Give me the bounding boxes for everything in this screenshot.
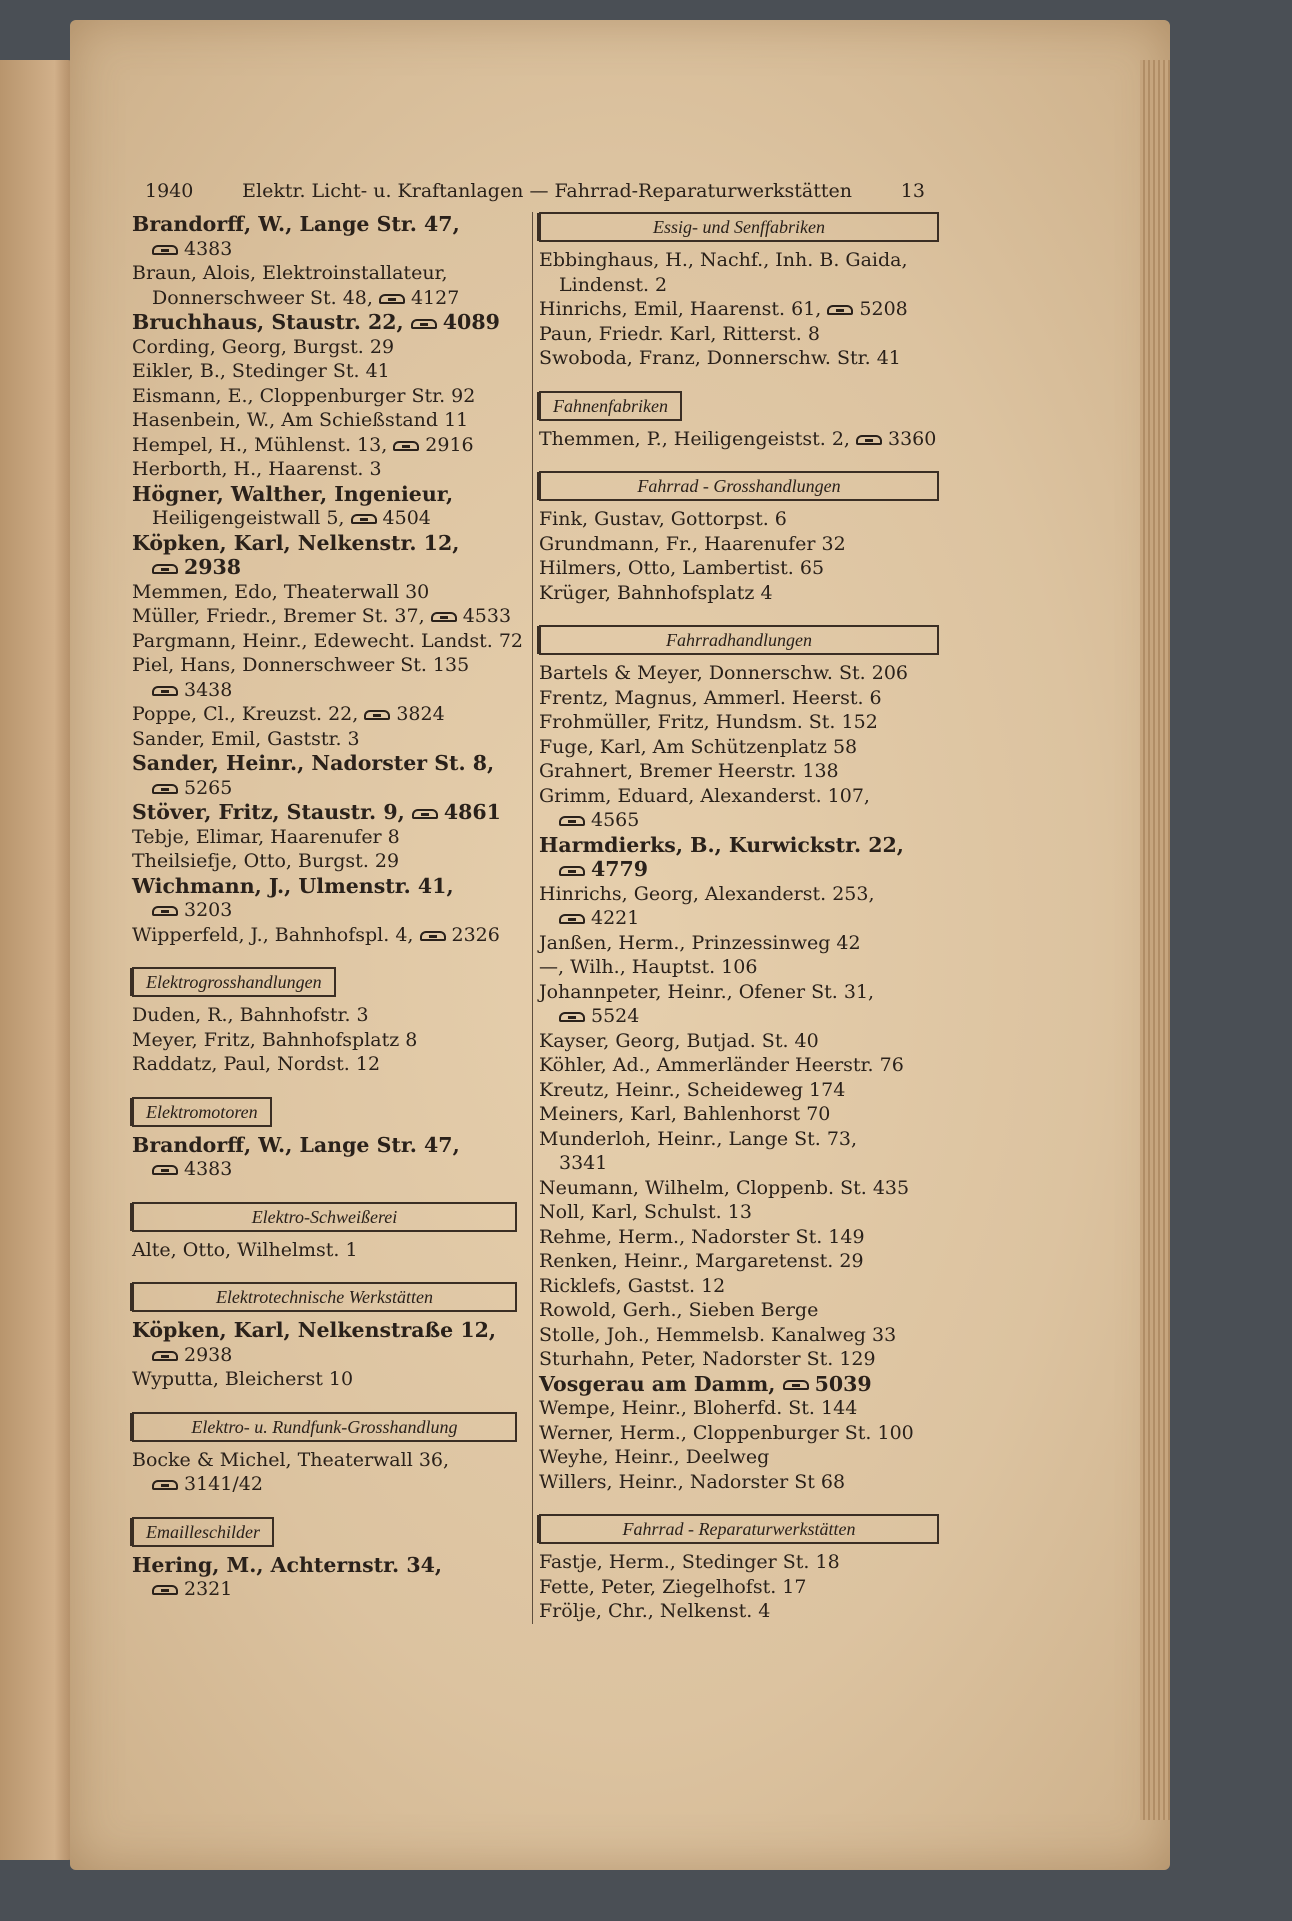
directory-entry xyxy=(539,1396,939,1421)
directory-entry xyxy=(539,1200,939,1225)
directory-entry xyxy=(539,1323,939,1348)
right-column xyxy=(532,212,939,1624)
telephone-icon xyxy=(783,1380,809,1390)
telephone-icon xyxy=(393,441,419,451)
telephone-icon xyxy=(411,319,437,329)
entry-text: Köpken, Karl, Nelkenstr. 12, xyxy=(132,530,460,555)
entry-text: 4383 xyxy=(184,237,233,260)
directory-entry xyxy=(539,1372,939,1397)
entry-text: Grimm, Eduard, Alexanderst. 107, xyxy=(539,784,870,807)
entry-text: Lindenst. 2 xyxy=(559,273,668,296)
entry-text: Grahnert, Bremer Heerstr. 138 xyxy=(539,760,839,782)
entry-text: Stöver, Fritz, Staustr. 9, xyxy=(132,800,405,824)
entry-text: Hinrichs, Georg, Alexanderst. 253, xyxy=(539,882,875,905)
phone-number: 2326 xyxy=(451,923,500,946)
directory-entry xyxy=(539,1575,939,1600)
directory-entry xyxy=(132,678,517,703)
section-heading-text: Fahnenfabriken xyxy=(553,395,668,416)
directory-entry xyxy=(539,882,939,907)
telephone-icon xyxy=(559,1012,585,1022)
entry-text: Alte, Otto, Wilhelmst. 1 xyxy=(132,1238,358,1261)
entry-text: Eismann, E., Cloppenburger Str. 92 xyxy=(132,384,476,407)
phone-number: 2916 xyxy=(425,433,474,456)
directory-entry xyxy=(132,1577,517,1602)
entry-text: Fastje, Herm., Stedinger St. 18 xyxy=(539,1551,840,1573)
telephone-icon xyxy=(379,294,405,304)
entry-text: Sander, Emil, Gaststr. 3 xyxy=(132,727,360,750)
entry-text: Köpken, Karl, Nelkenstraße 12, xyxy=(132,1318,496,1342)
directory-entry xyxy=(539,1347,939,1372)
entry-text: Tebje, Elimar, Haarenufer 8 xyxy=(132,825,400,848)
directory-entry xyxy=(132,1052,517,1077)
entry-text: Harmdierks, B., Kurwickstr. 22, xyxy=(539,832,904,857)
directory-entry xyxy=(539,661,939,686)
directory-entry xyxy=(539,808,939,833)
entry-text: Frölje, Chr., Nelkenst. 4 xyxy=(539,1600,771,1622)
entry-text: —, Wilh., Hauptst. 106 xyxy=(539,956,758,978)
directory-entry xyxy=(132,261,517,286)
directory-entry xyxy=(132,1472,517,1497)
entry-text: Poppe, Cl., Kreuzst. 22, xyxy=(132,703,359,725)
section-heading xyxy=(539,1514,939,1544)
entry-text: Pargmann, Heinr., Edewecht. Landst. 72 xyxy=(132,629,524,652)
directory-entry xyxy=(539,784,939,809)
telephone-icon xyxy=(152,1585,178,1595)
entry-text: Müller, Friedr., Bremer St. 37, xyxy=(132,605,425,627)
telephone-icon xyxy=(856,435,882,445)
telephone-icon xyxy=(152,784,178,794)
section-heading xyxy=(132,1517,274,1547)
entry-text: Fuge, Karl, Am Schützenplatz 58 xyxy=(539,735,858,758)
entry-text: Stolle, Joh., Hemmelsb. Kanalweg 33 xyxy=(539,1323,897,1346)
directory-entry xyxy=(539,1274,939,1299)
entry-text: Hinrichs, Emil, Haarenst. 61, xyxy=(539,298,822,320)
entry-text: Hempel, H., Mühlenst. 13, xyxy=(132,433,388,456)
phone-number: 5039 xyxy=(814,1371,872,1396)
directory-entry xyxy=(539,906,939,931)
directory-entry xyxy=(539,297,939,322)
entry-text: Duden, R., Bahnhofstr. 3 xyxy=(132,1004,369,1026)
entry-text: 3141/42 xyxy=(184,1473,263,1495)
entry-text: Theilsiefje, Otto, Burgst. 29 xyxy=(132,850,400,872)
section-heading xyxy=(132,1282,517,1312)
section-heading xyxy=(539,625,939,655)
entry-text: Neumann, Wilhelm, Cloppenb. St. 435 xyxy=(539,1176,910,1199)
entry-text: Köhler, Ad., Ammerländer Heerstr. 76 xyxy=(539,1054,904,1076)
entry-text: Willers, Heinr., Nadorster St 68 xyxy=(539,1470,846,1493)
section-heading-text: Fahrrad - Grosshandlungen xyxy=(637,476,841,496)
telephone-icon xyxy=(559,866,585,876)
directory-entry xyxy=(539,1421,939,1446)
directory-entry xyxy=(539,581,939,606)
entry-text: Wyputta, Bleicherst 10 xyxy=(132,1368,354,1390)
entry-text: Wichmann, J., Ulmenstr. 41, xyxy=(132,873,454,898)
section-heading xyxy=(132,967,336,997)
telephone-icon xyxy=(559,816,585,826)
directory-entry xyxy=(539,1599,939,1624)
section-heading-text: Elektrogrosshandlungen xyxy=(146,972,322,992)
directory-entry xyxy=(132,923,517,948)
telephone-icon xyxy=(152,245,178,255)
directory-entry xyxy=(132,825,517,850)
directory-entry xyxy=(539,710,939,735)
directory-entry xyxy=(539,507,939,532)
page-header xyxy=(145,180,925,202)
entry-text: Johannpeter, Heinr., Ofener St. 31, xyxy=(539,980,875,1003)
directory-entry xyxy=(539,1298,939,1323)
phone-number: 4861 xyxy=(443,800,501,824)
telephone-icon xyxy=(152,906,178,916)
page-stack-edge xyxy=(1140,60,1170,1820)
entry-text: Weyhe, Heinr., Deelweg xyxy=(539,1446,770,1468)
entry-text: Braun, Alois, Elektroinstallateur, xyxy=(132,262,448,284)
section-heading xyxy=(539,471,939,501)
entry-text: Brandorff, W., Lange Str. 47, xyxy=(132,1132,460,1157)
directory-entry xyxy=(539,532,939,557)
directory-entry xyxy=(132,1448,517,1473)
entry-text: Högner, Walther, Ingenieur, xyxy=(132,481,454,506)
telephone-icon xyxy=(152,1480,178,1490)
phone-number: 4504 xyxy=(382,507,431,529)
entry-text: Frohmüller, Fritz, Hundsm. St. 152 xyxy=(539,711,878,733)
directory-entry xyxy=(539,273,939,298)
directory-entry xyxy=(132,1238,517,1263)
entry-text: Bruchhaus, Staustr. 22, xyxy=(132,310,404,334)
section-heading-text: Fahrrad - Reparaturwerkstätten xyxy=(622,1519,856,1539)
section-heading-text: Elektromotoren xyxy=(146,1101,258,1122)
phone-number: 4089 xyxy=(442,310,500,334)
directory-entry xyxy=(132,531,517,556)
left-page-edge xyxy=(0,60,78,1860)
entry-text: 3438 xyxy=(184,678,233,701)
entry-text: 5524 xyxy=(591,1005,640,1027)
phone-number: 4533 xyxy=(462,605,512,627)
directory-entry xyxy=(539,248,939,273)
entry-text: 3203 xyxy=(184,899,233,921)
telephone-icon xyxy=(152,686,178,696)
entry-text: Themmen, P., Heiligengeistst. 2, xyxy=(539,427,850,450)
directory-entry xyxy=(539,931,939,956)
phone-number: 5208 xyxy=(859,298,908,320)
directory-entry xyxy=(132,384,517,409)
directory-entry xyxy=(132,751,517,776)
directory-entry xyxy=(132,653,517,678)
directory-entry xyxy=(539,427,939,452)
entry-text: Ebbinghaus, H., Nachf., Inh. B. Gaida, xyxy=(539,249,908,271)
entry-text: 3341 xyxy=(559,1152,608,1174)
entry-text: Memmen, Edo, Theaterwall 30 xyxy=(132,580,430,603)
directory-entry xyxy=(132,555,517,580)
directory-entry xyxy=(539,322,939,347)
telephone-icon xyxy=(827,305,853,315)
directory-entry xyxy=(539,980,939,1005)
entry-text: Werner, Herm., Cloppenburger St. 100 xyxy=(539,1421,914,1444)
directory-entry xyxy=(132,433,517,458)
section-heading xyxy=(132,1412,517,1442)
directory-entry xyxy=(539,1225,939,1250)
directory-entry xyxy=(539,686,939,711)
directory-entry xyxy=(132,800,517,825)
entry-text: 5265 xyxy=(184,776,233,799)
directory-entry xyxy=(132,776,517,801)
directory-entry xyxy=(539,955,939,980)
entry-text: Eikler, B., Stedinger St. 41 xyxy=(132,360,390,382)
section-heading-text: Essig- und Senffabriken xyxy=(653,217,825,237)
directory-entry xyxy=(132,212,517,237)
section-heading-text: Elektro- u. Rundfunk-Grosshandlung xyxy=(191,1416,458,1437)
directory-entry xyxy=(132,604,517,629)
page-number: 13 xyxy=(900,180,925,202)
entry-text: Raddatz, Paul, Nordst. 12 xyxy=(132,1053,381,1075)
entry-text: Paun, Friedr. Karl, Ritterst. 8 xyxy=(539,322,820,345)
entry-text: Fink, Gustav, Gottorpst. 6 xyxy=(539,508,787,530)
entry-text: Bocke & Michel, Theaterwall 36, xyxy=(132,1448,450,1471)
entry-text: Heiligengeistwall 5, xyxy=(152,507,345,529)
directory-entry xyxy=(539,1249,939,1274)
entry-text: Hasenbein, W., Am Schießstand 11 xyxy=(132,409,469,431)
directory-entry xyxy=(539,1176,939,1201)
telephone-icon xyxy=(152,1165,178,1175)
entry-text: 2938 xyxy=(184,1343,233,1366)
section-heading-text: Elektrotechnische Werkstätten xyxy=(215,1287,434,1307)
telephone-icon xyxy=(420,931,446,941)
entry-text: Hilmers, Otto, Lambertist. 65 xyxy=(539,557,825,579)
directory-entry xyxy=(132,1318,517,1343)
entry-text: Noll, Karl, Schulst. 13 xyxy=(539,1201,752,1223)
telephone-icon xyxy=(351,514,377,524)
section-heading xyxy=(539,391,682,421)
entry-text: Grundmann, Fr., Haarenufer 32 xyxy=(539,532,846,555)
directory-entry xyxy=(132,1133,517,1158)
directory-entry xyxy=(539,1151,939,1176)
entry-text: Wipperfeld, J., Bahnhofspl. 4, xyxy=(132,923,414,946)
entry-text: 2938 xyxy=(184,555,242,579)
entry-text: Kreutz, Heinr., Scheideweg 174 xyxy=(539,1078,846,1101)
phone-number: 3360 xyxy=(888,427,937,450)
section-heading-text: Emailleschilder xyxy=(146,1521,260,1542)
directory-entry xyxy=(539,1127,939,1152)
entry-text: Meiners, Karl, Bahlenhorst 70 xyxy=(539,1103,831,1125)
entry-text: Piel, Hans, Donnerschweer St. 135 xyxy=(132,654,470,676)
directory-entry xyxy=(539,1004,939,1029)
directory-entry xyxy=(539,1445,939,1470)
entry-text: 4383 xyxy=(184,1158,233,1180)
directory-entry xyxy=(132,1367,517,1392)
entry-text: Frentz, Magnus, Ammerl. Heerst. 6 xyxy=(539,686,882,709)
entry-text: Herborth, H., Haarenst. 3 xyxy=(132,458,382,480)
entry-text: Bartels & Meyer, Donnerschw. St. 206 xyxy=(539,662,909,684)
section-heading xyxy=(132,1097,272,1127)
entry-text: Cording, Georg, Burgst. 29 xyxy=(132,335,395,358)
directory-entry xyxy=(539,857,939,882)
directory-entry xyxy=(132,286,517,311)
entry-text: Ricklefs, Gastst. 12 xyxy=(539,1274,726,1297)
telephone-icon xyxy=(364,710,390,720)
entry-text: Rowold, Gerh., Sieben Berge xyxy=(539,1299,819,1321)
entry-text: Sander, Heinr., Nadorster St. 8, xyxy=(132,751,495,775)
directory-entry xyxy=(539,346,939,371)
entry-text: Rehme, Herm., Nadorster St. 149 xyxy=(539,1225,865,1248)
directory-entry xyxy=(132,580,517,605)
directory-entry xyxy=(132,727,517,752)
directory-entry xyxy=(132,702,517,727)
directory-entry xyxy=(132,237,517,262)
left-column xyxy=(132,212,524,1602)
directory-entry xyxy=(132,1157,517,1182)
entry-text: Swoboda, Franz, Donnerschw. Str. 41 xyxy=(539,347,901,369)
directory-entry xyxy=(132,849,517,874)
directory-entry xyxy=(132,1553,517,1578)
entry-text: Hering, M., Achternstr. 34, xyxy=(132,1552,442,1577)
directory-entry xyxy=(539,556,939,581)
directory-entry xyxy=(132,898,517,923)
directory-entry xyxy=(539,735,939,760)
directory-entry xyxy=(132,1003,517,1028)
directory-entry xyxy=(539,833,939,858)
directory-entry xyxy=(132,359,517,384)
directory-entry xyxy=(132,482,517,507)
entry-text: Donnerschweer St. 48, xyxy=(152,286,373,309)
directory-entry xyxy=(539,1470,939,1495)
directory-entry xyxy=(132,629,524,654)
entry-text: Brandorff, W., Lange Str. 47, xyxy=(132,212,460,236)
section-heading-text: Elektro-Schweißerei xyxy=(251,1206,398,1227)
directory-entry xyxy=(132,335,517,360)
directory-entry xyxy=(132,1028,517,1053)
directory-entry xyxy=(539,1102,939,1127)
directory-entry xyxy=(132,506,517,531)
header-title: Elektr. Licht- u. Kraftanlagen — Fahrrad-Reparaturwerkstätten xyxy=(242,180,853,202)
directory-entry xyxy=(539,1053,939,1078)
directory-entry xyxy=(132,874,517,899)
directory-entry xyxy=(539,1078,939,1103)
entry-text: Krüger, Bahnhofsplatz 4 xyxy=(539,581,773,604)
directory-entry xyxy=(539,1550,939,1575)
section-heading xyxy=(539,212,939,242)
header-year: 1940 xyxy=(145,180,194,202)
entry-text: 2321 xyxy=(184,1578,233,1600)
phone-number: 3824 xyxy=(396,703,445,725)
entry-text: Kayser, Georg, Butjad. St. 40 xyxy=(539,1029,819,1052)
entry-text: Wempe, Heinr., Bloherfd. St. 144 xyxy=(539,1397,858,1419)
section-heading xyxy=(132,1202,517,1232)
entry-text: Meyer, Fritz, Bahnhofsplatz 8 xyxy=(132,1028,418,1051)
telephone-icon xyxy=(152,564,178,574)
telephone-icon xyxy=(559,914,585,924)
phone-number: 4127 xyxy=(410,286,460,309)
entry-text: Janßen, Herm., Prinzessinweg 42 xyxy=(539,931,861,954)
section-heading-text: Fahrradhandlungen xyxy=(666,630,812,650)
directory-entry xyxy=(132,310,517,335)
directory-entry xyxy=(132,1343,517,1368)
telephone-icon xyxy=(152,1351,178,1361)
entry-text: 4779 xyxy=(591,857,649,881)
directory-entry xyxy=(539,1029,939,1054)
entry-text: Vosgerau am Damm, xyxy=(539,1371,776,1396)
directory-entry xyxy=(132,457,517,482)
entry-text: 4221 xyxy=(591,907,640,929)
entry-text: Fette, Peter, Ziegelhofst. 17 xyxy=(539,1575,807,1598)
entry-text: Munderloh, Heinr., Lange St. 73, xyxy=(539,1127,858,1150)
telephone-icon xyxy=(412,809,438,819)
telephone-icon xyxy=(431,612,457,622)
entry-text: Sturhahn, Peter, Nadorster St. 129 xyxy=(539,1348,876,1370)
directory-entry xyxy=(132,408,517,433)
entry-text: 4565 xyxy=(591,809,640,831)
entry-text: Renken, Heinr., Margaretenst. 29 xyxy=(539,1250,864,1272)
directory-entry xyxy=(539,759,939,784)
